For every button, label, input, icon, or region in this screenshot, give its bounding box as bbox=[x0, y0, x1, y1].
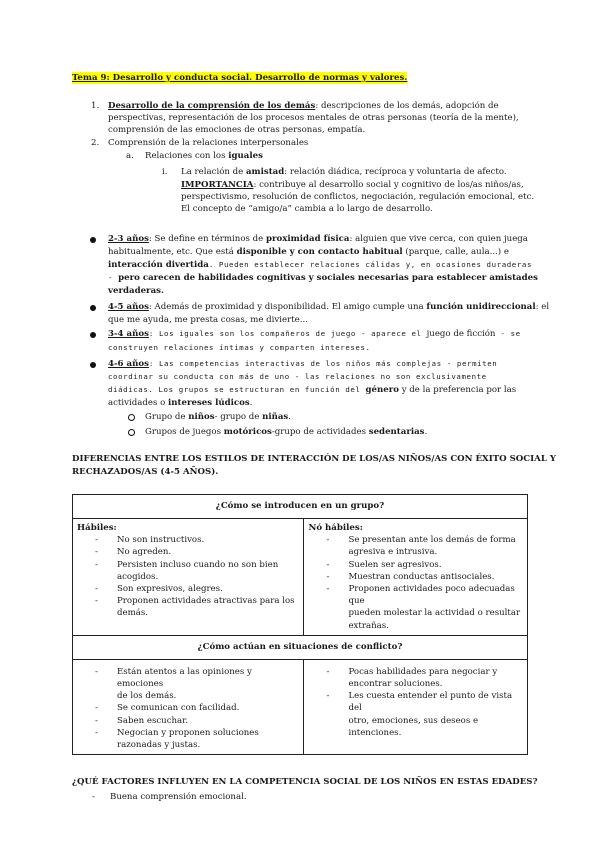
bullet-3-head: 3-4 años bbox=[108, 329, 149, 339]
list-item bbox=[77, 559, 299, 571]
factors-heading: ¿QUÉ FACTORES INFLUYEN EN LA COMPETENCIA SOCIAL DE LOS NIÑOS EN ESTAS EDADES? bbox=[72, 777, 538, 787]
c2-pre: Grupos de juegos bbox=[145, 427, 224, 437]
dash: - bbox=[95, 596, 98, 607]
bullet-icon bbox=[90, 332, 96, 338]
bullet-1-line5: verdaderas. bbox=[108, 286, 164, 296]
section-heading-line1: DIFERENCIAS ENTRE LOS ESTILOS DE INTERACCIÓN DE LOS/AS NIÑOS/AS CON ÉXITO SOCIAL Y bbox=[72, 454, 556, 464]
list-text: Proponen actividades atractivas para los bbox=[117, 596, 295, 607]
bullet-1-head: 2-3 años bbox=[108, 234, 149, 244]
dash: - bbox=[326, 666, 330, 677]
bullet-icon bbox=[90, 305, 96, 311]
dash: - bbox=[92, 792, 95, 802]
c1-bold: niños bbox=[188, 412, 215, 422]
list-text: Persisten incluso cuando no son bien bbox=[117, 559, 279, 570]
b3-mono-c: - se bbox=[495, 329, 521, 338]
list-text: Se presentan ante los demás de forma bbox=[348, 535, 516, 546]
b1-l2-c: (parque, calle, aula...) e bbox=[402, 247, 509, 257]
item1-line2: perspectivas, representación de los procesos mentales de otras personas (teoría de la mente), bbox=[108, 113, 519, 123]
dash: - bbox=[326, 559, 330, 570]
list-text: Les cuesta entender el punto de vista del bbox=[348, 691, 513, 714]
dash: - bbox=[326, 584, 330, 595]
bullet-2-line2: que me ayuda, me presta cosas, me divierte... bbox=[108, 315, 308, 325]
bullet-1-line3 bbox=[108, 259, 532, 271]
sub-a-text: Relaciones con los bbox=[145, 151, 229, 161]
dash: - bbox=[95, 666, 98, 677]
list-item-cont bbox=[308, 678, 523, 690]
bullet-3-line2: construyen relaciones íntimas y comparten intereses. bbox=[108, 343, 371, 352]
list-item-cont bbox=[308, 715, 523, 739]
list-item-cont bbox=[308, 620, 523, 632]
dash: - bbox=[326, 691, 330, 702]
list-item bbox=[308, 571, 523, 583]
bullet-1-line4 bbox=[108, 272, 538, 284]
c2-bold2: sedentarias bbox=[368, 427, 425, 437]
bullet-3-line1 bbox=[108, 328, 521, 340]
c2-post: . bbox=[424, 427, 428, 437]
circle-bullet-icon bbox=[128, 414, 135, 421]
b4-l4-a: actividades o bbox=[108, 398, 169, 408]
list-item bbox=[308, 690, 523, 714]
list-text: Suelen ser agresivos. bbox=[348, 559, 442, 570]
b3-text-b: juego de ficción bbox=[426, 329, 496, 339]
b2-text-c: : el bbox=[535, 302, 550, 312]
list-item-cont bbox=[308, 546, 523, 558]
table-header-q2 bbox=[73, 635, 528, 659]
list-text: acogidos. bbox=[117, 571, 159, 582]
list-text: Están atentos a las opiniones y emociones bbox=[117, 666, 252, 690]
bullet-2-head: 4-5 años bbox=[108, 302, 149, 312]
sub-i-bold: amistad bbox=[245, 167, 285, 177]
comparison-table bbox=[72, 494, 528, 755]
numbered-item-1 bbox=[108, 100, 499, 112]
circle-item-2 bbox=[145, 426, 427, 438]
c1-pre: Grupo de bbox=[145, 412, 189, 422]
bullet-icon bbox=[90, 362, 96, 368]
table-header-q1 bbox=[73, 495, 528, 519]
b3-mono-a: : Los iguales son los compañeros de juego - aparece el bbox=[148, 329, 427, 338]
page-title: Tema 9: Desarrollo y conducta social. Desarrollo de normas y valores. bbox=[72, 73, 408, 83]
list-item bbox=[77, 546, 299, 558]
list-item bbox=[77, 715, 299, 727]
dash: - bbox=[95, 703, 98, 714]
list-text: No son instructivos. bbox=[117, 535, 205, 546]
list-item bbox=[77, 666, 299, 690]
list-text: demás. bbox=[117, 608, 149, 619]
dash: - bbox=[95, 727, 98, 738]
dash: - bbox=[326, 571, 330, 582]
b4-l4-c: . bbox=[249, 398, 253, 408]
bullet-2-line1 bbox=[108, 301, 549, 313]
list-text: Muestran conductas antisociales. bbox=[348, 571, 495, 582]
c1-mid: - grupo de bbox=[214, 412, 263, 422]
list-item bbox=[77, 727, 299, 739]
item1-line3: comprensión de las emociones de otras personas, empatía. bbox=[108, 125, 366, 135]
c1-bold2: niñas bbox=[262, 412, 289, 422]
numbered-item-2: Comprensión de la relaciones interpersonales bbox=[108, 138, 309, 148]
list-item bbox=[308, 666, 523, 678]
list-item-cont bbox=[308, 607, 523, 619]
right-title: Nó hábiles: bbox=[308, 523, 363, 533]
b4-l4-bold: intereses lúdicos bbox=[168, 398, 250, 408]
b1-l3-mono: . Pueden establecer relaciones cálidas y, en ocasiones duraderas bbox=[208, 260, 532, 269]
sub-i-line1 bbox=[181, 166, 507, 178]
item1-heading: Desarrollo de la comprensión de los demás bbox=[108, 101, 316, 111]
q1-text: ¿Cómo se introducen en un grupo? bbox=[215, 501, 385, 512]
sub-i-line2 bbox=[181, 179, 524, 191]
left-cell-conflict bbox=[73, 659, 304, 754]
sub-i-line4: El concepto de “amigo/a” cambia a lo largo de desarrollo. bbox=[181, 204, 433, 214]
list-item-cont bbox=[77, 690, 299, 702]
list-text: No agreden. bbox=[117, 547, 172, 558]
list-text: otro, emociones, sus deseos e intenciones. bbox=[348, 715, 479, 738]
b4-l3-text: y de la preferencia por las bbox=[398, 385, 517, 395]
list-text: extrañas. bbox=[348, 620, 389, 631]
dash: - bbox=[95, 584, 98, 595]
list-text: Negocian y proponen soluciones bbox=[117, 727, 259, 738]
c2-mid: -grupo de actividades bbox=[271, 427, 369, 437]
list-item-cont bbox=[77, 739, 299, 751]
list-item bbox=[308, 534, 523, 546]
list-item-cont bbox=[77, 571, 299, 583]
bullet-4-line4 bbox=[108, 397, 252, 409]
importancia-label: IMPORTANCIA bbox=[181, 180, 254, 190]
list-item bbox=[77, 534, 299, 546]
b4-mono-1: : Las competencias interactivas de los niños más complejas - permiten bbox=[148, 359, 498, 368]
b1-l3-bold: interacción divertida bbox=[108, 260, 209, 270]
list-number-2: 2. bbox=[91, 138, 100, 148]
dash: - bbox=[95, 547, 98, 558]
bullet-4-line1 bbox=[108, 358, 497, 370]
b1-text-a: : Se define en términos de bbox=[148, 234, 266, 244]
list-item bbox=[308, 559, 523, 571]
dash: - bbox=[95, 559, 98, 570]
list-text: razonadas y justas. bbox=[117, 740, 201, 751]
b1-text-c: : alguien que vive cerca, con quien juega bbox=[349, 234, 528, 244]
sub-letter-a: a. bbox=[126, 151, 134, 161]
c1-post: . bbox=[288, 412, 291, 422]
dash: - bbox=[95, 715, 98, 726]
factors-item-1: Buena comprensión emocional. bbox=[110, 792, 247, 802]
list-text: Pocas habilidades para negociar y bbox=[348, 666, 498, 677]
item1-text: : descripciones de los demás, adopción de bbox=[315, 101, 499, 111]
list-item bbox=[77, 595, 299, 607]
b1-l2-bold: disponible y con contacto habitual bbox=[236, 247, 403, 257]
b1-l4-dash: - bbox=[108, 273, 119, 282]
list-text: encontrar soluciones. bbox=[348, 679, 443, 690]
circle-item-1 bbox=[145, 411, 291, 423]
b1-l4-bold: pero carecen de habilidades cognitivas y sociales necesarias para establecer amistades bbox=[118, 273, 538, 283]
list-text: Son expresivos, alegres. bbox=[117, 584, 223, 595]
b4-mono-3: diádicas. Los grupos se estructuran en función del bbox=[108, 385, 366, 394]
c2-bold: motóricos bbox=[223, 427, 272, 437]
bullet-4-line3 bbox=[108, 384, 516, 396]
importancia-text: : contribuye al desarrollo social y cognitivo de los/as niños/as, bbox=[253, 180, 524, 190]
sub-item-a bbox=[145, 150, 263, 162]
b2-text-a: : Además de proximidad y disponibilidad. El amigo cumple una bbox=[148, 302, 427, 312]
left-cell-skilled bbox=[73, 519, 304, 636]
list-text: pueden molestar la actividad o resultar bbox=[348, 608, 521, 619]
list-text: Proponen actividades poco adecuadas que bbox=[348, 584, 515, 607]
list-text: de los demás. bbox=[117, 691, 177, 702]
right-cell-unskilled bbox=[304, 519, 528, 636]
left-title: Hábiles: bbox=[77, 523, 117, 533]
bullet-1-line2 bbox=[108, 246, 509, 258]
list-number-1: 1. bbox=[91, 101, 100, 111]
b1-bold-b: proximidad física bbox=[265, 234, 350, 244]
list-text: Se comunican con facilidad. bbox=[117, 703, 240, 714]
dash: - bbox=[95, 535, 98, 546]
right-cell-conflict bbox=[304, 659, 528, 754]
b4-genero: género bbox=[365, 385, 399, 395]
sub-i-pre: La relación de bbox=[181, 167, 246, 177]
bullet-icon bbox=[90, 237, 96, 243]
sub-a-bold: iguales bbox=[228, 151, 263, 161]
list-text: agresiva e intrusiva. bbox=[348, 547, 438, 558]
list-item bbox=[308, 583, 523, 607]
list-item bbox=[77, 583, 299, 595]
sub-i-line3: perspectivismo, resolución de conflictos, negociación, regulación emocional, etc. bbox=[181, 192, 535, 202]
bullet-4-head: 4-6 años bbox=[108, 359, 149, 369]
sub-roman-i: i. bbox=[162, 167, 168, 177]
sub-i-post: : relación diádica, recíproca y voluntaria de afecto. bbox=[284, 167, 507, 177]
bullet-1-line1 bbox=[108, 233, 528, 245]
bullet-4-line2: coordinar su conducta con más de uno - las relaciones no son exclusivamente bbox=[108, 372, 487, 381]
q2-text: ¿Cómo actúan en situaciones de conflicto? bbox=[197, 642, 403, 653]
dash: - bbox=[326, 535, 330, 546]
list-item-cont bbox=[77, 607, 299, 619]
b2-bold: función unidireccional bbox=[426, 302, 536, 312]
b1-l2-a: habitualmente, etc. Que está bbox=[108, 247, 237, 257]
circle-bullet-icon bbox=[128, 429, 135, 436]
list-item bbox=[77, 702, 299, 714]
section-heading-line2: RECHAZADOS/AS (4-5 AÑOS). bbox=[72, 467, 219, 477]
list-text: Saben escuchar. bbox=[117, 715, 189, 726]
